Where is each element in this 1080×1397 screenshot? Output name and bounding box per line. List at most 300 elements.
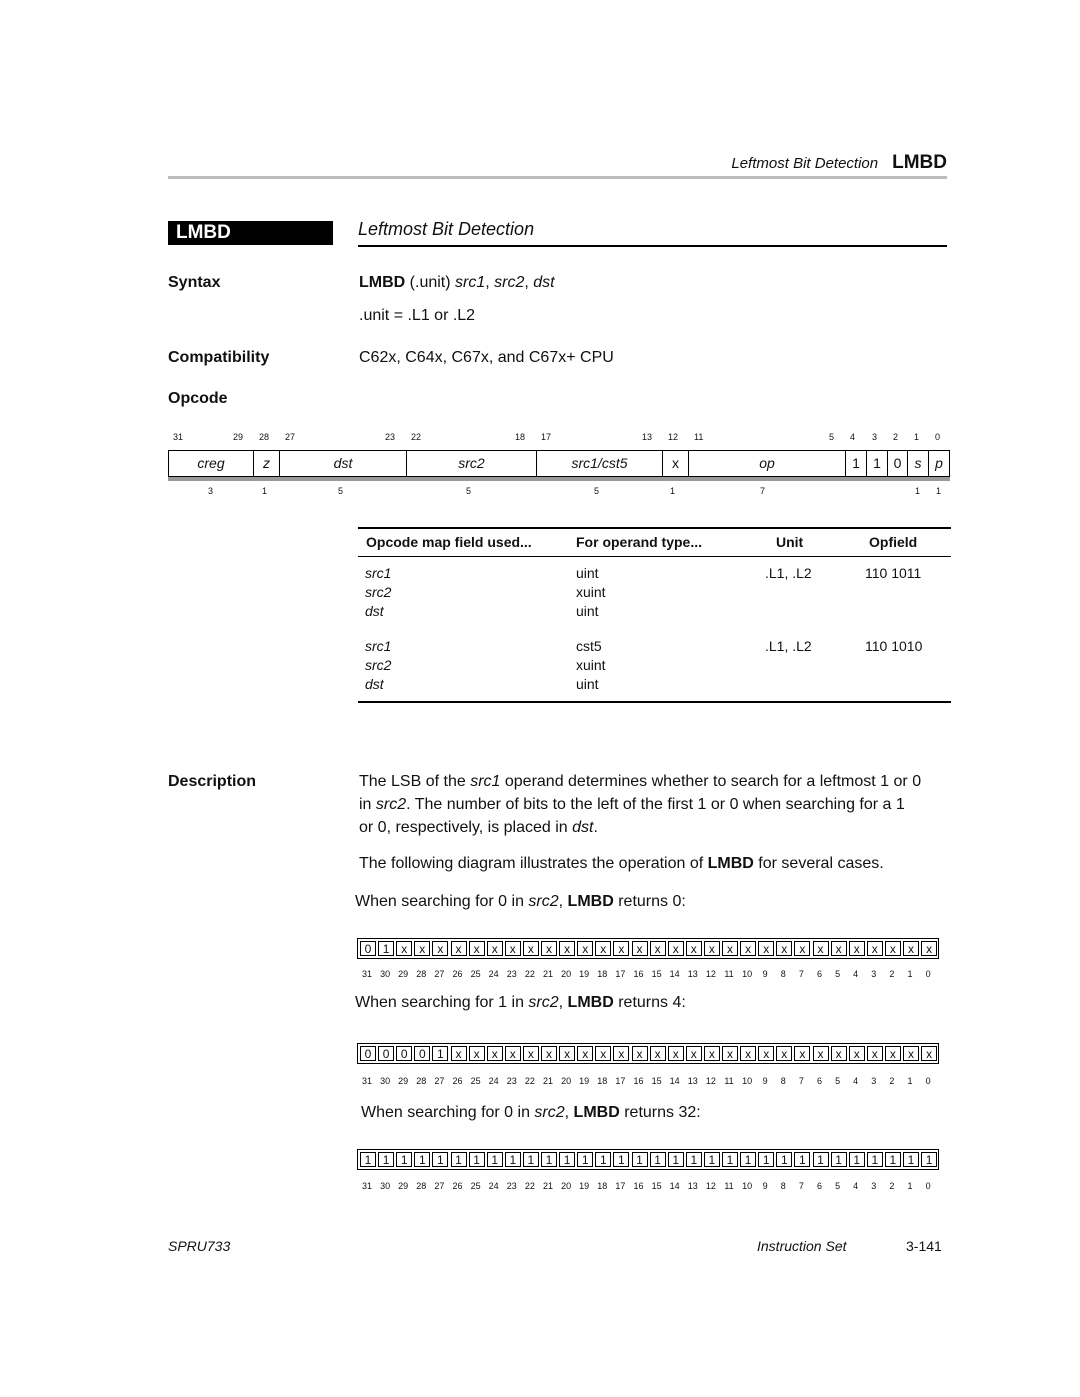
bit-cell: x xyxy=(505,941,521,956)
bit-position: 7 xyxy=(798,969,804,979)
text-run: for several cases. xyxy=(753,855,884,872)
bit-position: 26 xyxy=(452,969,463,979)
case-caption xyxy=(355,893,686,911)
bit-position: 18 xyxy=(597,969,608,979)
bit-position: 8 xyxy=(780,1181,786,1191)
bit-position: 19 xyxy=(579,1076,590,1086)
text-run: in xyxy=(359,796,376,813)
bit-cell: x xyxy=(414,941,430,956)
text-run-italic: src1 xyxy=(470,773,501,790)
field-width: 1 xyxy=(915,486,921,496)
bit-cell: 1 xyxy=(668,1152,684,1167)
bit-cell: x xyxy=(686,941,702,956)
bit-cell: 1 xyxy=(378,1152,394,1167)
text-run: , xyxy=(558,893,568,910)
table-cell-type: xuint xyxy=(576,657,606,673)
bit-position: 25 xyxy=(470,969,481,979)
bit-position: 5 xyxy=(835,1181,841,1191)
syntax-mnemonic: LMBD xyxy=(359,274,406,291)
bit-cell: 0 xyxy=(360,941,376,956)
bit-cell: x xyxy=(885,1046,901,1061)
text-run-bold: LMBD xyxy=(567,994,614,1011)
compatibility-value: C62x, C64x, C67x, and C67x+ CPU xyxy=(359,349,614,366)
table-cell-unit: .L1, .L2 xyxy=(765,565,812,581)
bit-position: 26 xyxy=(452,1181,463,1191)
field-width: 1 xyxy=(262,486,268,496)
text-run: , xyxy=(558,994,568,1011)
bit-cell: 1 xyxy=(686,1152,702,1167)
table-header-rule xyxy=(358,556,951,557)
description-label: Description xyxy=(168,773,257,790)
bit-cell: x xyxy=(451,1046,467,1061)
bit-cell: x xyxy=(632,1046,648,1061)
bit-position: 29 xyxy=(398,969,409,979)
bit-cell: 1 xyxy=(505,1152,521,1167)
bit-position: 13 xyxy=(687,969,698,979)
bit-cell: 1 xyxy=(432,1046,448,1061)
table-cell-field: src2 xyxy=(365,584,392,600)
text-run: The LSB of the xyxy=(359,773,471,790)
text-run: or 0, respectively, is placed in xyxy=(359,819,573,836)
field-width: 5 xyxy=(338,486,344,496)
bit-position: 12 xyxy=(705,1076,716,1086)
bit-cell: 1 xyxy=(831,1152,847,1167)
bit-position: 23 xyxy=(506,969,517,979)
bit-position: 11 xyxy=(724,1181,734,1191)
field-width: 5 xyxy=(466,486,472,496)
bit-cell: 1 xyxy=(360,1152,376,1167)
bit-position-row xyxy=(357,969,939,981)
bit-cell: x xyxy=(613,1046,629,1061)
bit-position: 6 xyxy=(816,1076,822,1086)
text-run-bold: LMBD xyxy=(573,1104,620,1121)
bit-position: 28 xyxy=(416,1181,427,1191)
opcode-field-shadow xyxy=(168,477,950,481)
running-header-title: Leftmost Bit Detection xyxy=(731,155,879,172)
bit-number: 18 xyxy=(515,432,526,442)
bit-position: 7 xyxy=(798,1076,804,1086)
bit-cell: x xyxy=(722,941,738,956)
bit-cell: x xyxy=(794,941,810,956)
bit-cell: 1 xyxy=(740,1152,756,1167)
opcode-field-src2: src2 xyxy=(406,451,536,476)
bit-cell: x xyxy=(559,1046,575,1061)
text-run: When searching for 0 in xyxy=(361,1104,535,1121)
bit-cell: 1 xyxy=(469,1152,485,1167)
bit-position: 27 xyxy=(434,1076,445,1086)
bit-cell: 1 xyxy=(867,1152,883,1167)
bit-number: 29 xyxy=(233,432,244,442)
bit-position: 14 xyxy=(669,969,680,979)
bit-cell: x xyxy=(523,1046,539,1061)
bit-position: 0 xyxy=(925,969,931,979)
bit-cell: 1 xyxy=(813,1152,829,1167)
bit-cell: 0 xyxy=(396,1046,412,1061)
bit-cell: x xyxy=(487,1046,503,1061)
field-width: 5 xyxy=(594,486,600,496)
table-header-type: For operand type... xyxy=(576,534,703,550)
text-run-italic: src2 xyxy=(528,994,559,1011)
opcode-field-x: x xyxy=(662,451,688,476)
text-run: returns 4: xyxy=(613,994,686,1011)
description-line-1 xyxy=(359,773,921,791)
bit-position: 27 xyxy=(434,1181,445,1191)
bit-cell: x xyxy=(613,941,629,956)
bit-position: 11 xyxy=(724,969,734,979)
description-line-2 xyxy=(359,796,905,814)
bit-position: 17 xyxy=(615,969,626,979)
bit-position: 23 xyxy=(506,1181,517,1191)
bit-cell: 1 xyxy=(559,1152,575,1167)
bit-cell: 1 xyxy=(451,1152,467,1167)
bit-cell: x xyxy=(632,941,648,956)
bit-cell: x xyxy=(469,1046,485,1061)
bit-number: 0 xyxy=(935,432,941,442)
bit-position: 27 xyxy=(434,969,445,979)
bit-position: 4 xyxy=(853,969,859,979)
opcode-field-creg: creg xyxy=(197,455,225,471)
bit-cell: x xyxy=(867,941,883,956)
bit-cell: x xyxy=(541,1046,557,1061)
bit-position: 1 xyxy=(907,1181,913,1191)
field-width: 7 xyxy=(760,486,766,496)
bit-cell: x xyxy=(469,941,485,956)
bit-cell: x xyxy=(740,1046,756,1061)
table-cell-field: src1 xyxy=(365,638,392,654)
bit-position: 10 xyxy=(742,969,753,979)
bit-cell: x xyxy=(432,941,448,956)
opcode-field-p: p xyxy=(928,451,949,476)
text-run-bold: LMBD xyxy=(567,893,614,910)
bit-strip xyxy=(357,1149,939,1170)
syntax-unit: (.unit) xyxy=(405,274,456,291)
bit-cell: 1 xyxy=(396,1152,412,1167)
syntax-line xyxy=(359,274,555,292)
bit-position: 15 xyxy=(651,1076,662,1086)
table-top-rule xyxy=(358,527,951,529)
bit-strip xyxy=(357,1043,939,1064)
table-cell-type: uint xyxy=(576,603,599,619)
bit-cell: x xyxy=(577,1046,593,1061)
bit-cell: x xyxy=(523,941,539,956)
bit-position: 13 xyxy=(687,1181,698,1191)
bit-cell: x xyxy=(776,941,792,956)
bit-cell: x xyxy=(813,1046,829,1061)
bit-position: 9 xyxy=(762,969,768,979)
instruction-title: Leftmost Bit Detection xyxy=(358,219,535,239)
bit-cell: 1 xyxy=(903,1152,919,1167)
text-run: returns 0: xyxy=(613,893,686,910)
text-run: operand determines whether to search for a leftmost 1 or 0 xyxy=(500,773,922,790)
bit-position: 3 xyxy=(871,969,877,979)
bit-cell: x xyxy=(776,1046,792,1061)
bit-cell: x xyxy=(451,941,467,956)
text-run-italic: src2 xyxy=(528,893,559,910)
bit-position: 4 xyxy=(853,1076,859,1086)
field-width: 1 xyxy=(936,486,942,496)
text-run: . xyxy=(593,819,598,836)
bit-number: 3 xyxy=(872,432,878,442)
bit-cell: x xyxy=(686,1046,702,1061)
bit-position: 13 xyxy=(687,1076,698,1086)
bit-position: 3 xyxy=(871,1181,877,1191)
bit-cell: x xyxy=(704,1046,720,1061)
description-para-2 xyxy=(359,855,884,873)
bit-position: 0 xyxy=(925,1076,931,1086)
bit-number: 13 xyxy=(642,432,653,442)
bit-position: 6 xyxy=(816,969,822,979)
footer-section: Instruction Set xyxy=(757,1238,847,1254)
bit-cell: x xyxy=(813,941,829,956)
running-header xyxy=(600,152,947,174)
bit-position: 31 xyxy=(361,1181,372,1191)
bit-position: 21 xyxy=(542,1076,553,1086)
bit-position: 9 xyxy=(762,1076,768,1086)
bit-cell: 1 xyxy=(414,1152,430,1167)
bit-position: 8 xyxy=(780,969,786,979)
opcode-field-src1-cst5: src1/cst5 xyxy=(536,451,662,476)
table-cell-field: dst xyxy=(365,603,384,619)
bit-cell: x xyxy=(722,1046,738,1061)
bit-position: 10 xyxy=(742,1076,753,1086)
opcode-field-widths xyxy=(168,486,950,500)
table-cell-field: src1 xyxy=(365,565,392,581)
opcode-field-op: op xyxy=(688,451,845,476)
bit-position: 0 xyxy=(925,1181,931,1191)
bit-position: 7 xyxy=(798,1181,804,1191)
bit-cell: 1 xyxy=(776,1152,792,1167)
bit-cell: 1 xyxy=(541,1152,557,1167)
bit-position: 12 xyxy=(705,969,716,979)
bit-position: 12 xyxy=(705,1181,716,1191)
bit-position-row xyxy=(357,1076,939,1088)
opcode-field-bit: 1 xyxy=(845,451,866,476)
running-header-mnemonic: LMBD xyxy=(892,152,947,173)
bit-cell: 1 xyxy=(704,1152,720,1167)
case-caption xyxy=(355,994,686,1012)
bit-cell: x xyxy=(650,1046,666,1061)
opcode-field-bit: 0 xyxy=(887,451,907,476)
text-run: The following diagram illustrates the operation of xyxy=(359,855,708,872)
bit-cell: x xyxy=(831,941,847,956)
bit-position: 21 xyxy=(542,1181,553,1191)
bit-cell: 1 xyxy=(758,1152,774,1167)
table-header-opfield: Opfield xyxy=(869,534,918,550)
title-rule xyxy=(358,245,947,247)
bit-number: 17 xyxy=(541,432,552,442)
bit-cell: x xyxy=(650,941,666,956)
bit-position-row xyxy=(357,1181,939,1193)
opcode-field-dst: dst xyxy=(279,451,406,476)
table-bottom-rule xyxy=(358,701,951,703)
bit-position: 2 xyxy=(889,1076,895,1086)
bit-position: 2 xyxy=(889,969,895,979)
text-run: , xyxy=(564,1104,574,1121)
bit-cell: 1 xyxy=(378,941,394,956)
bit-position: 28 xyxy=(416,969,427,979)
bit-cell: 1 xyxy=(595,1152,611,1167)
bit-cell: x xyxy=(577,941,593,956)
text-run-italic: src2 xyxy=(534,1104,565,1121)
bit-position: 19 xyxy=(579,1181,590,1191)
bit-cell: x xyxy=(704,941,720,956)
table-cell-field: src2 xyxy=(365,657,392,673)
text-run: . The number of bits to the left of the first 1 or 0 when searching for a 1 xyxy=(406,796,905,813)
text-run: When searching for 0 in xyxy=(355,893,529,910)
bit-position: 4 xyxy=(853,1181,859,1191)
bit-position: 25 xyxy=(470,1076,481,1086)
bit-number: 22 xyxy=(411,432,422,442)
bit-position: 28 xyxy=(416,1076,427,1086)
bit-position: 14 xyxy=(669,1181,680,1191)
bit-position: 22 xyxy=(524,1076,535,1086)
table-cell-opfield: 110 1011 xyxy=(865,565,922,581)
bit-position: 30 xyxy=(380,1181,391,1191)
table-cell-type: uint xyxy=(576,676,599,692)
table-header-unit: Unit xyxy=(776,534,804,550)
case-caption xyxy=(361,1104,701,1122)
bit-position: 26 xyxy=(452,1076,463,1086)
bit-cell: 1 xyxy=(632,1152,648,1167)
bit-cell: x xyxy=(903,1046,919,1061)
syntax-op2: src2 xyxy=(494,274,525,291)
bit-cell: x xyxy=(595,941,611,956)
table-cell-type: uint xyxy=(576,565,599,581)
bit-position: 16 xyxy=(633,969,644,979)
bit-number: 12 xyxy=(668,432,679,442)
bit-position: 24 xyxy=(488,1076,499,1086)
bit-position: 21 xyxy=(542,969,553,979)
bit-cell: x xyxy=(559,941,575,956)
bit-cell: 1 xyxy=(722,1152,738,1167)
bit-number: 4 xyxy=(850,432,856,442)
bit-number: 1 xyxy=(914,432,920,442)
bit-number: 31 xyxy=(173,432,184,442)
bit-number: 28 xyxy=(259,432,270,442)
text-run-italic: dst xyxy=(572,819,594,836)
bit-cell: x xyxy=(794,1046,810,1061)
bit-cell: x xyxy=(668,1046,684,1061)
field-width: 1 xyxy=(670,486,676,496)
bit-position: 16 xyxy=(633,1076,644,1086)
bit-position: 24 xyxy=(488,969,499,979)
bit-cell: x xyxy=(849,1046,865,1061)
bit-cell: 1 xyxy=(794,1152,810,1167)
bit-cell: 1 xyxy=(523,1152,539,1167)
bit-position: 16 xyxy=(633,1181,644,1191)
text-run-bold: LMBD xyxy=(707,855,754,872)
bit-cell: 1 xyxy=(921,1152,937,1167)
bit-cell: 1 xyxy=(885,1152,901,1167)
bit-number: 27 xyxy=(285,432,296,442)
bit-position: 1 xyxy=(907,969,913,979)
bit-cell: x xyxy=(541,941,557,956)
bit-cell: 1 xyxy=(613,1152,629,1167)
table-cell-type: cst5 xyxy=(576,638,602,654)
bit-cell: 1 xyxy=(849,1152,865,1167)
bit-position: 31 xyxy=(361,969,372,979)
syntax-op3: dst xyxy=(533,274,555,291)
bit-cell: 1 xyxy=(650,1152,666,1167)
bit-cell: x xyxy=(758,1046,774,1061)
opcode-label: Opcode xyxy=(168,390,228,407)
bit-position: 20 xyxy=(561,969,572,979)
opcode-bit-numbers xyxy=(168,432,950,446)
syntax-sep1: , xyxy=(485,274,495,291)
bit-position: 18 xyxy=(597,1076,608,1086)
bit-cell: x xyxy=(885,941,901,956)
opcode-field-bit: 1 xyxy=(866,451,887,476)
bit-cell: x xyxy=(505,1046,521,1061)
bit-position: 14 xyxy=(669,1076,680,1086)
bit-cell: 0 xyxy=(378,1046,394,1061)
bit-position: 18 xyxy=(597,1181,608,1191)
bit-cell: x xyxy=(831,1046,847,1061)
bit-position: 29 xyxy=(398,1181,409,1191)
bit-cell: 0 xyxy=(414,1046,430,1061)
footer-page-number: 3-141 xyxy=(906,1238,942,1254)
bit-position: 5 xyxy=(835,969,841,979)
opcode-field-row xyxy=(168,450,950,477)
syntax-units: .unit = .L1 or .L2 xyxy=(359,307,476,324)
syntax-label: Syntax xyxy=(168,274,221,291)
bit-position: 30 xyxy=(380,1076,391,1086)
bit-cell: 0 xyxy=(360,1046,376,1061)
bit-position: 3 xyxy=(871,1076,877,1086)
field-width: 3 xyxy=(208,486,214,496)
compatibility-label: Compatibility xyxy=(168,349,270,366)
bit-position: 1 xyxy=(907,1076,913,1086)
bit-position: 19 xyxy=(579,969,590,979)
syntax-op1: src1 xyxy=(455,274,486,291)
table-cell-type: xuint xyxy=(576,584,606,600)
bit-strip xyxy=(357,938,939,959)
bit-position: 20 xyxy=(561,1076,572,1086)
bit-position: 15 xyxy=(651,969,662,979)
bit-position: 30 xyxy=(380,969,391,979)
text-run: When searching for 1 in xyxy=(355,994,529,1011)
bit-number: 2 xyxy=(893,432,899,442)
opcode-field-s: s xyxy=(907,451,928,476)
opcode-field-z: z xyxy=(253,451,279,476)
bit-cell: x xyxy=(487,941,503,956)
bit-cell: x xyxy=(758,941,774,956)
bit-position: 23 xyxy=(506,1076,517,1086)
bit-number: 5 xyxy=(829,432,835,442)
instruction-badge: LMBD xyxy=(168,221,333,245)
bit-cell: x xyxy=(867,1046,883,1061)
table-cell-unit: .L1, .L2 xyxy=(765,638,812,654)
bit-cell: x xyxy=(396,941,412,956)
bit-position: 29 xyxy=(398,1076,409,1086)
bit-position: 24 xyxy=(488,1181,499,1191)
bit-position: 22 xyxy=(524,1181,535,1191)
bit-position: 20 xyxy=(561,1181,572,1191)
bit-cell: x xyxy=(595,1046,611,1061)
bit-position: 5 xyxy=(835,1076,841,1086)
text-run: returns 32: xyxy=(619,1104,701,1121)
bit-cell: 1 xyxy=(577,1152,593,1167)
header-rule xyxy=(168,176,947,179)
bit-position: 17 xyxy=(615,1076,626,1086)
table-header-field: Opcode map field used... xyxy=(366,534,532,550)
table-cell-opfield: 110 1010 xyxy=(865,638,923,654)
bit-position: 9 xyxy=(762,1181,768,1191)
bit-cell: x xyxy=(921,941,937,956)
bit-position: 11 xyxy=(724,1076,734,1086)
bit-position: 8 xyxy=(780,1076,786,1086)
bit-cell: x xyxy=(921,1046,937,1061)
